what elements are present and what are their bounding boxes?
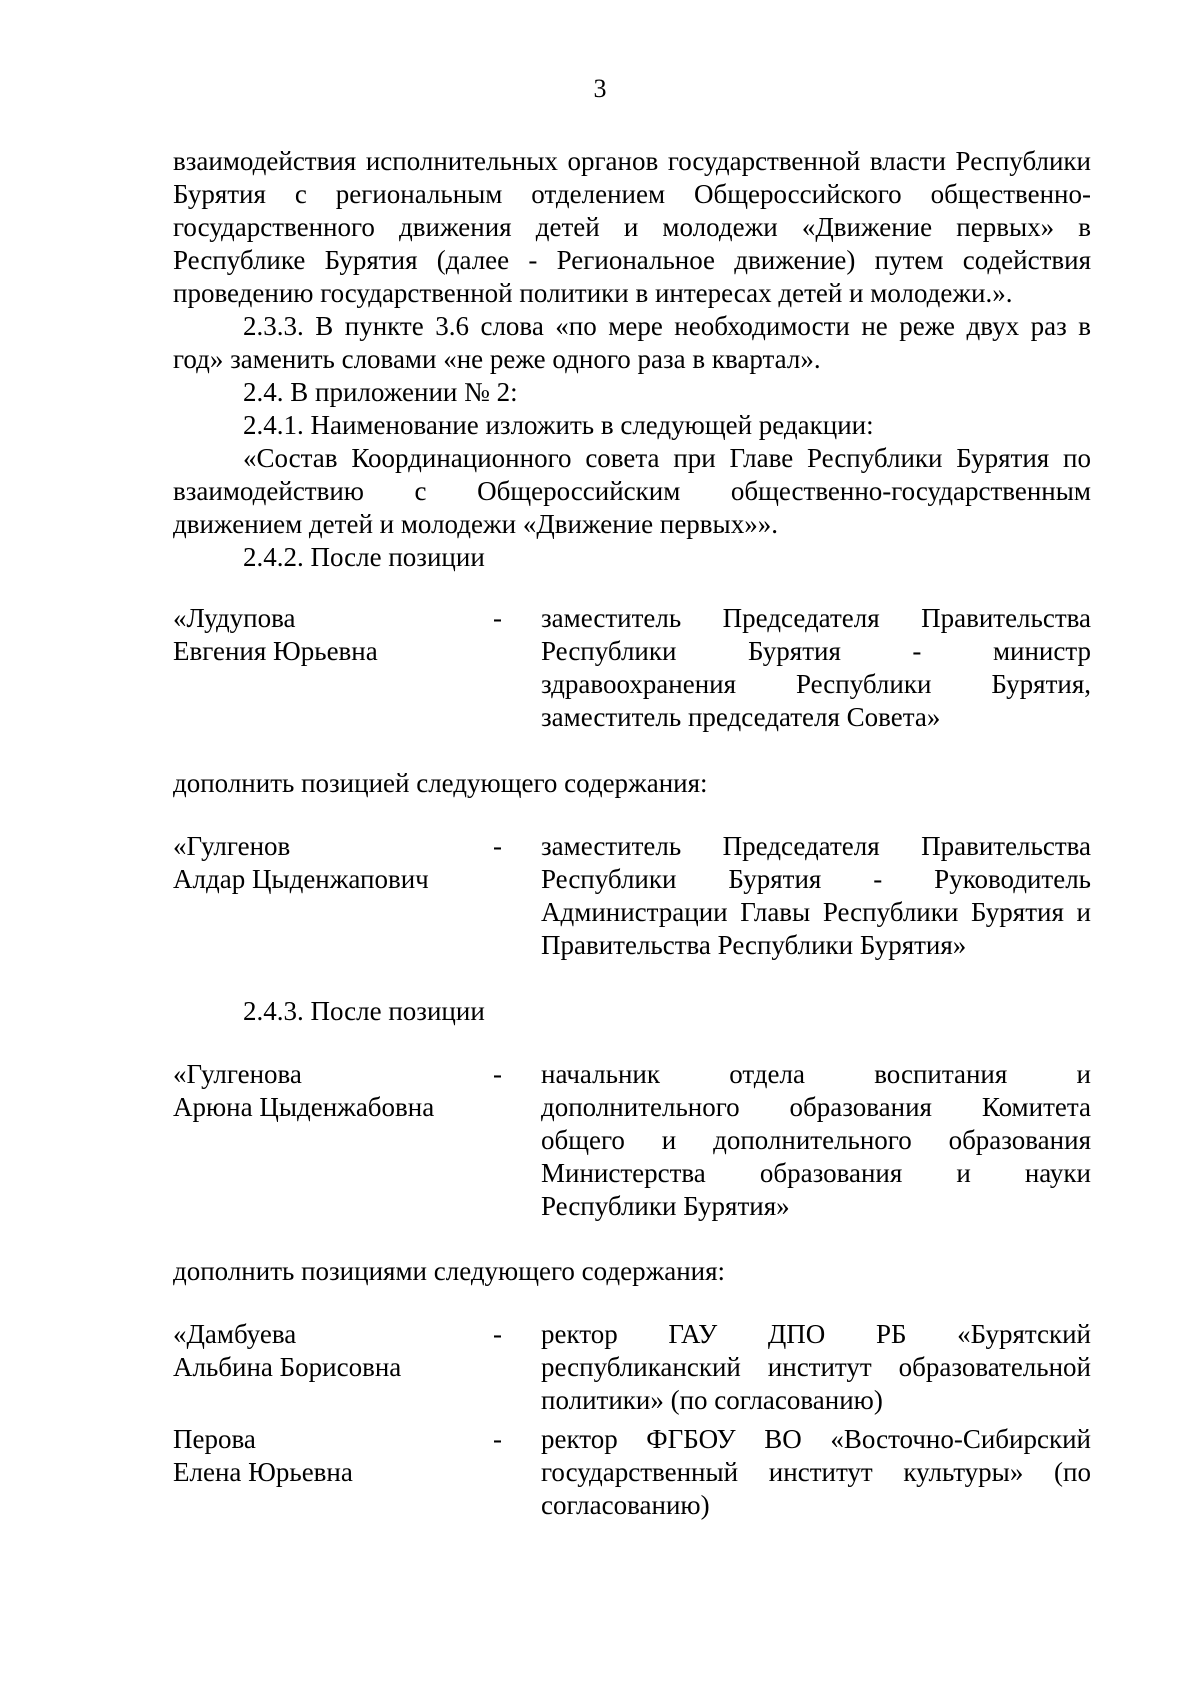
paragraph-2-4-1: 2.4.1. Наименование изложить в следующей редакции: bbox=[243, 410, 874, 440]
supplement-text-1: дополнить позицией следующего содержания: bbox=[173, 768, 708, 798]
member-position: ректор ГАУ ДПО РБ «Бурятский республиканский институт образовательной политики» (по согласованию) bbox=[541, 1319, 1091, 1415]
member-name bbox=[173, 1423, 493, 1489]
member-surname: «Лудупова bbox=[173, 603, 296, 633]
member-surname: «Дамбуева bbox=[173, 1319, 297, 1349]
amendment-text bbox=[173, 145, 1091, 574]
member-entry bbox=[173, 1423, 1091, 1522]
paragraph-2-3-3: 2.3.3. В пункте 3.6 слова «по мере необходимости не реже двух раз в год» заменить словами «не реже одного раза в квартал». bbox=[173, 311, 1091, 374]
member-given-names: Евгения Юрьевна bbox=[173, 636, 378, 666]
paragraph-2-4-3: 2.4.3. После позиции bbox=[243, 996, 485, 1026]
member-surname: «Гулгенова bbox=[173, 1059, 302, 1089]
member-entry bbox=[173, 602, 1091, 734]
member-entry bbox=[173, 830, 1091, 962]
member-position: заместитель Председателя Правительства Республики Бурятия - Руководитель Администрации Главы Республики Бурятия и Правительства Республики Бурятия» bbox=[541, 831, 1091, 960]
dash-separator: - bbox=[493, 1319, 502, 1349]
member-name bbox=[173, 1058, 493, 1124]
member-given-names: Алдар Цыденжапович bbox=[173, 864, 429, 894]
member-given-names: Арюна Цыденжабовна bbox=[173, 1092, 435, 1122]
member-position: заместитель Председателя Правительства Республики Бурятия - министр здравоохранения Республики Бурятия, заместитель председателя Совета» bbox=[541, 603, 1091, 732]
paragraph-2-4: 2.4. В приложении № 2: bbox=[243, 377, 518, 407]
member-given-names: Альбина Борисовна bbox=[173, 1352, 402, 1382]
member-entry bbox=[173, 1058, 1091, 1223]
dash-separator: - bbox=[493, 1424, 502, 1454]
paragraph-council-name: «Состав Координационного совета при Главе Республики Бурятия по взаимодействию с Общероссийским общественно-государственным движением детей и молодежи «Движение первых»». bbox=[173, 443, 1091, 539]
dash-separator: - bbox=[493, 831, 502, 861]
member-position: начальник отдела воспитания и дополнительного образования Комитета общего и дополнительного образования Министерства образования и науки Республики Бурятия» bbox=[541, 1059, 1091, 1221]
member-name bbox=[173, 1318, 493, 1384]
position-block-new-members bbox=[173, 1318, 1091, 1522]
paragraph-2-4-2: 2.4.2. После позиции bbox=[243, 542, 485, 572]
member-entry bbox=[173, 1318, 1091, 1417]
dash-separator: - bbox=[493, 603, 502, 633]
member-surname: Перова bbox=[173, 1424, 256, 1454]
page-number: 3 bbox=[593, 74, 607, 103]
position-block-gulgenova bbox=[173, 1058, 1091, 1223]
position-block-ludupova bbox=[173, 602, 1091, 734]
member-given-names: Елена Юрьевна bbox=[173, 1457, 353, 1487]
dash-separator: - bbox=[493, 1059, 502, 1089]
member-name bbox=[173, 830, 493, 896]
member-position: ректор ФГБОУ ВО «Восточно-Сибирский государственный институт культуры» (по согласованию) bbox=[541, 1424, 1091, 1520]
member-surname: «Гулгенов bbox=[173, 831, 291, 861]
position-block-gulgenov bbox=[173, 830, 1091, 962]
member-name bbox=[173, 602, 493, 668]
paragraph-continuation: взаимодействия исполнительных органов государственной власти Республики Бурятия с региональным отделением Общероссийского общественно-государственного движения детей и молодежи «Движение первых» в Республике Бурятия (далее - Региональное движение) путем содействия проведению государственной политики в интересах детей и молодежи.». bbox=[173, 146, 1091, 308]
supplement-text-2: дополнить позициями следующего содержания: bbox=[173, 1256, 726, 1286]
